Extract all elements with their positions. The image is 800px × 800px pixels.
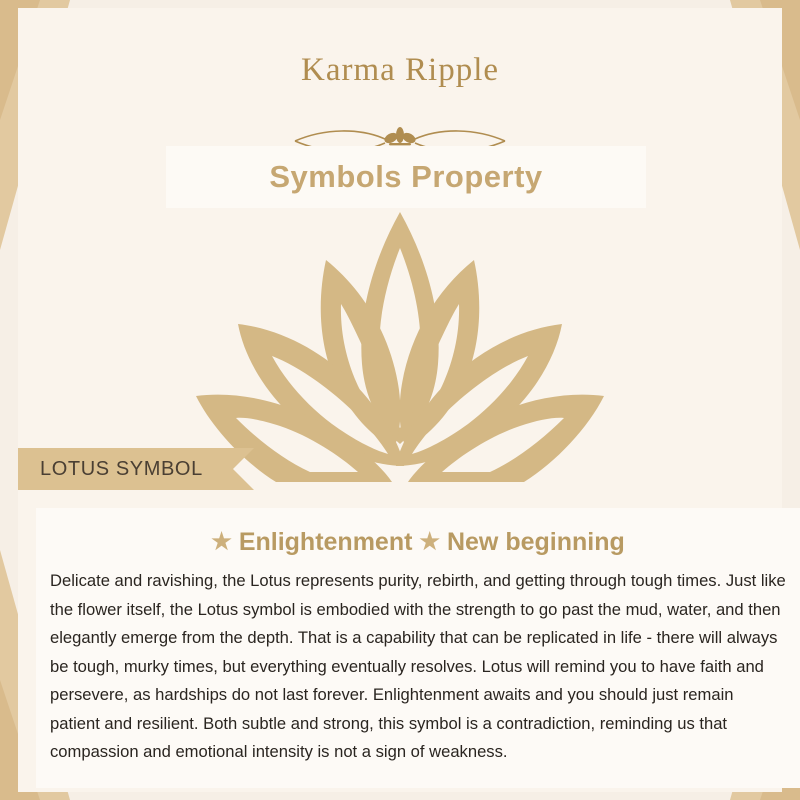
ribbon-label: LOTUS SYMBOL [40,457,203,480]
lotus-symbol-icon [180,491,620,508]
section-subtitle [36,508,800,563]
star-icon-right: ★ [419,528,441,554]
description-paragraph: Delicate and ravishing, the Lotus represents purity, rebirth, and getting through tough times. Just like the flower itself, the Lotus symbol is embodied with the strength to go past the mud, water, and then elegantly emerge from the depth. That is a capability that can be replicated in life - there will always be tough, murky times, but everything eventually resolves. Lotus will remind you to have faith and persevere, as hardships do not last forever. Enlightenment awaits and you should just remain patient and resilient. Both subtle and strong, this symbol is a contradiction, reminding us that compassion and emotional intensity is not a sign of weakness. [50,571,786,762]
lotus-symbol-ribbon [18,448,233,490]
brand-name: Karma Ripple [300,52,500,88]
page-title: Symbols Property [269,159,543,194]
title-banner [166,146,646,208]
poster-inner-surface [18,8,786,792]
description-panel [36,508,800,788]
star-icon-left: ★ [211,528,232,554]
brand-logo [18,52,782,89]
subtitle-enlightenment: Enlightenment [238,528,413,556]
subtitle-new-beginning: New beginning [446,528,625,556]
ribbon-notch-icon [233,448,254,490]
